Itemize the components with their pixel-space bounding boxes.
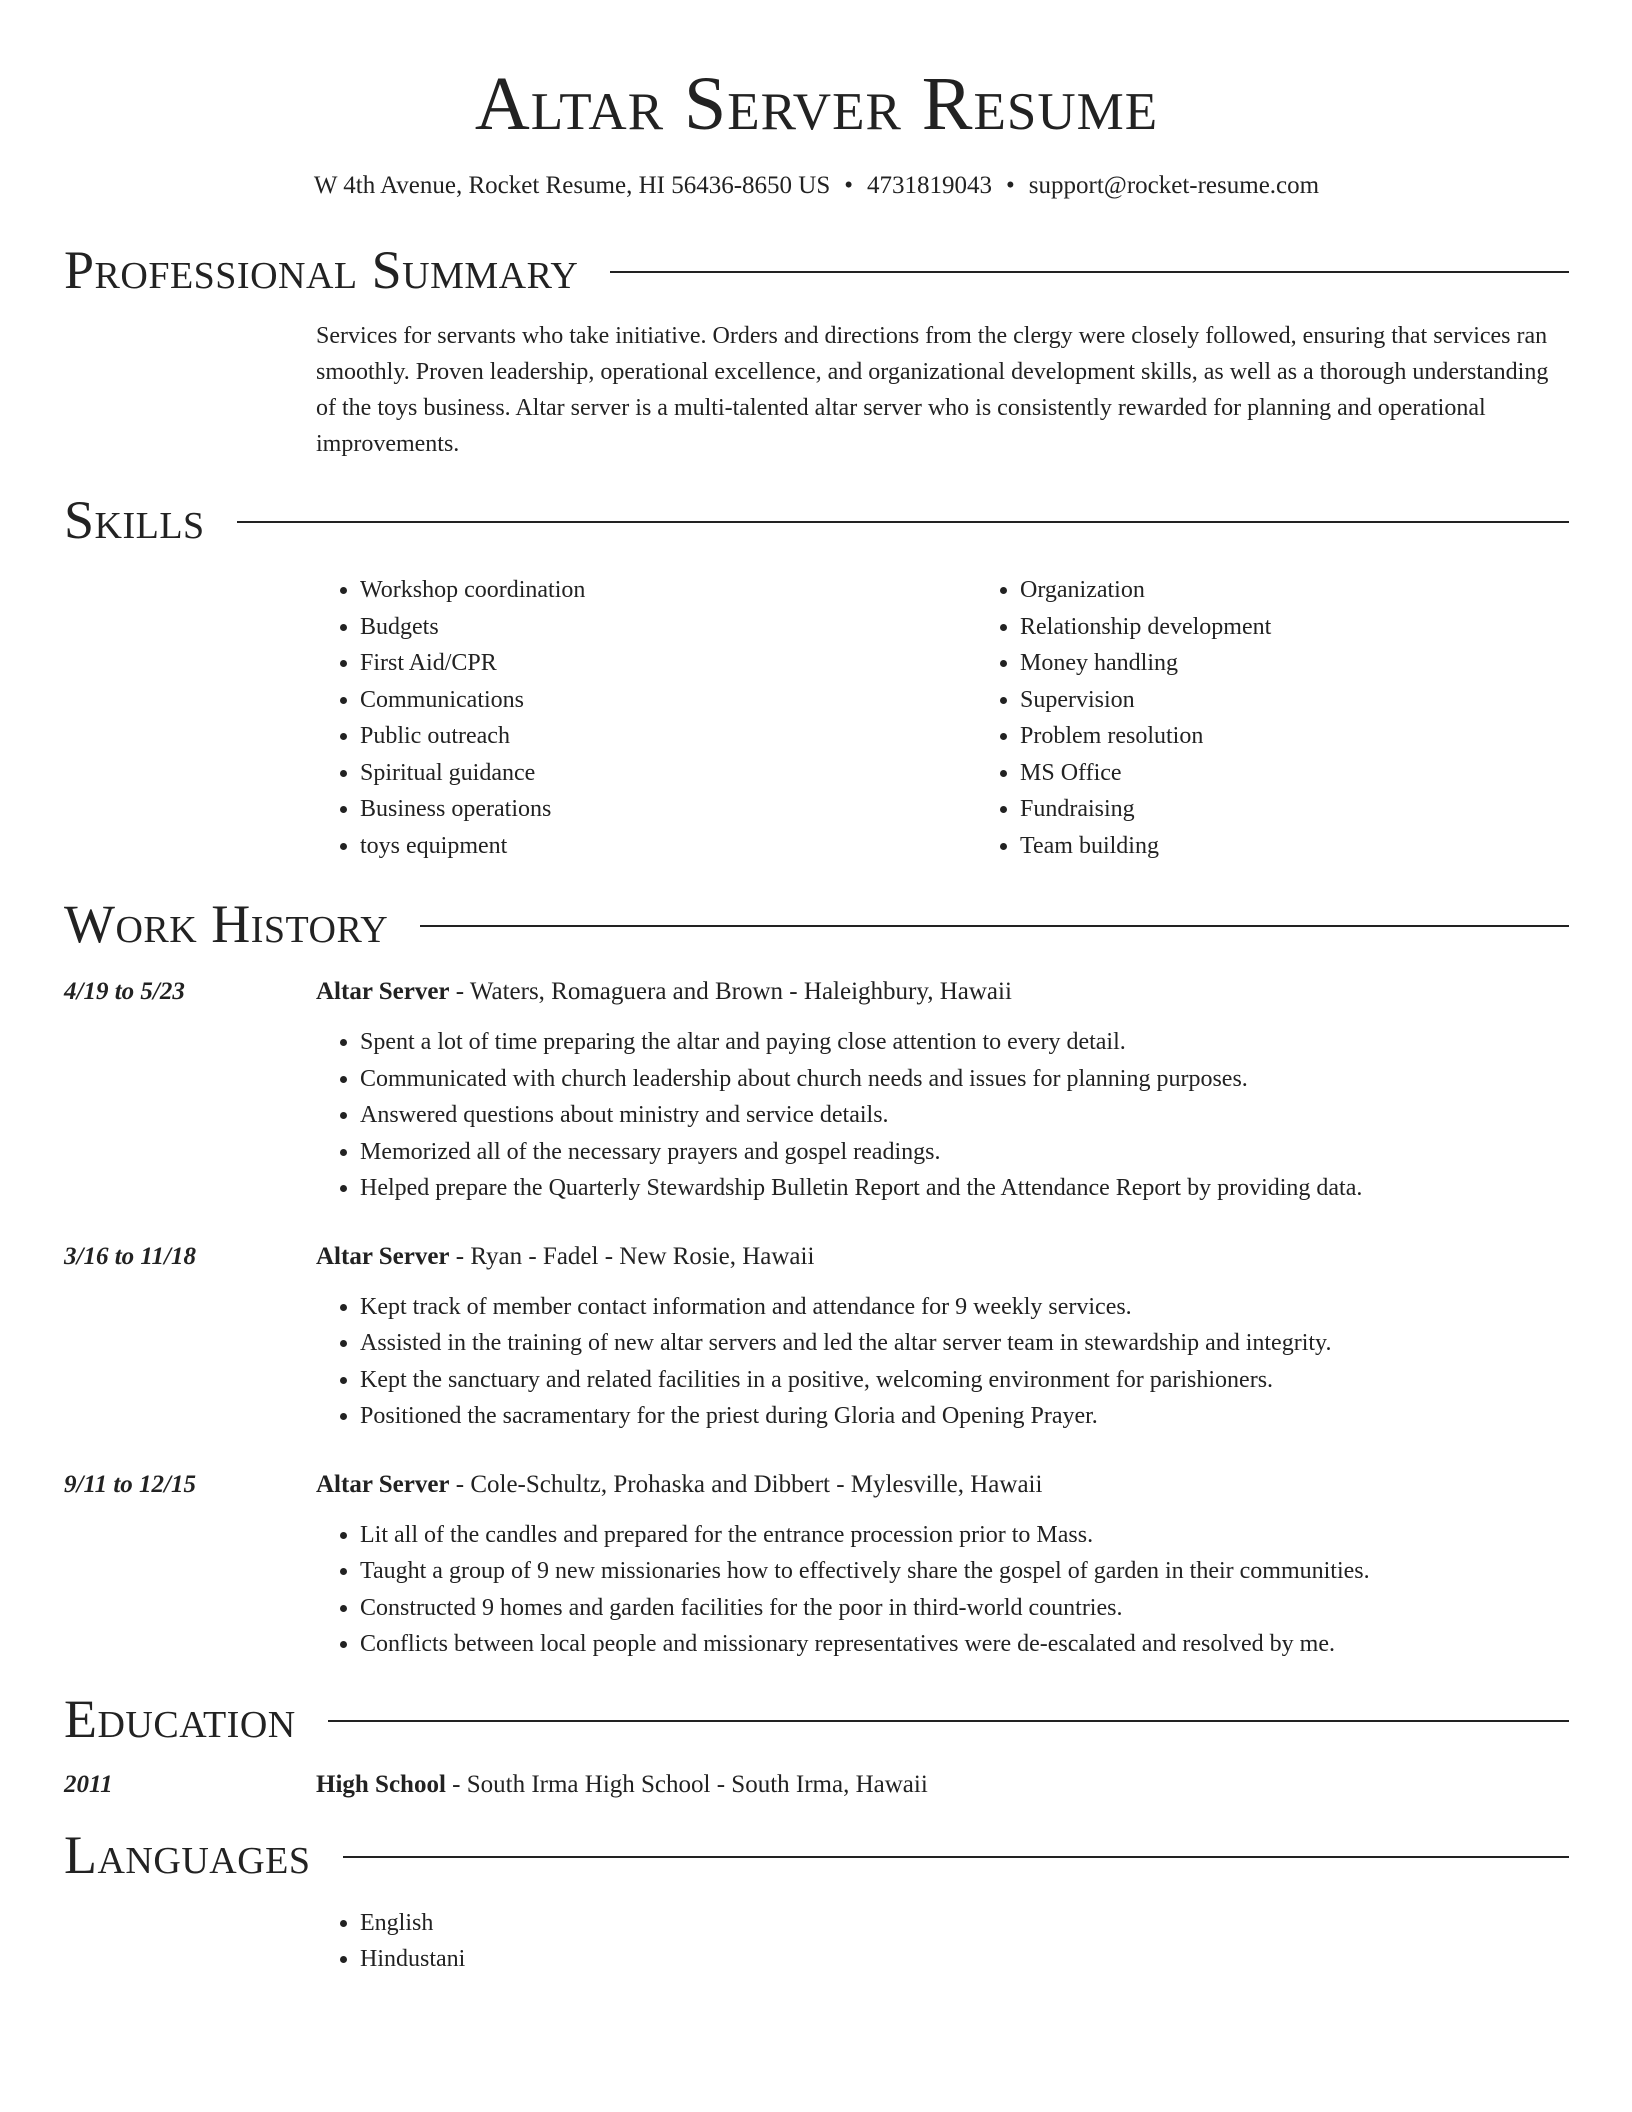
job-employer: - Cole-Schultz, Prohaska and Dibbert - Mylesville, Hawaii	[449, 1470, 1043, 1498]
section-divider	[610, 271, 1569, 273]
section-title-work: Work History	[64, 894, 389, 954]
job-bullet: • Conflicts between local people and missionary representatives were de-escalated and resolved by me.	[360, 1626, 1569, 1663]
job-title: Altar Server	[316, 978, 450, 1005]
job-bullets	[316, 1024, 1569, 1207]
email-link[interactable]: support@rocket-resume.com	[1028, 172, 1320, 199]
skill-item: • Organization	[1020, 572, 1632, 609]
languages-section	[64, 1905, 1569, 1978]
job-bullets	[316, 1289, 1569, 1435]
language-item: • English	[360, 1905, 1569, 1942]
section-title-languages: Languages	[64, 1824, 311, 1885]
job-title: Altar Server	[316, 1470, 450, 1498]
job-title-line	[316, 1467, 1569, 1503]
page-title: Altar Server Resume	[474, 62, 1159, 146]
languages-left-spacer	[64, 1905, 316, 1978]
skills-list-right	[976, 572, 1632, 864]
job-entry	[64, 1467, 1569, 1663]
job-bullet: • Assisted in the training of new altar servers and led the altar server team in stewardship and integrity.	[360, 1325, 1569, 1362]
summary-section	[64, 318, 1569, 462]
job-bullet: • Kept the sanctuary and related facilities in a positive, welcoming environment for parishioners.	[360, 1362, 1569, 1399]
job-employer: - Ryan - Fadel - New Rosie, Hawaii	[449, 1242, 815, 1270]
skill-item: • Public outreach	[360, 718, 976, 755]
job-bullet: • Spent a lot of time preparing the altar and paying close attention to every detail.	[360, 1024, 1569, 1061]
job-bullet: • Taught a group of 9 new missionaries how to effectively share the gospel of garden in their communities.	[360, 1553, 1569, 1590]
section-divider	[237, 521, 1569, 523]
skill-item: • Fundraising	[1020, 791, 1632, 828]
education-school: - South Irma High School - South Irma, Hawaii	[445, 1770, 928, 1798]
job-bullet: • Lit all of the candles and prepared for the entrance procession prior to Mass.	[360, 1517, 1569, 1554]
skill-item: • First Aid/CPR	[360, 645, 976, 682]
job-bullet: • Memorized all of the necessary prayers and gospel readings.	[360, 1134, 1569, 1171]
skill-item: • Budgets	[360, 609, 976, 646]
skills-grid	[316, 572, 1632, 864]
job-bullet: • Positioned the sacramentary for the priest during Gloria and Opening Prayer.	[360, 1398, 1569, 1435]
section-divider	[328, 1720, 1569, 1722]
separator-dot: •	[1006, 172, 1015, 199]
job-bullet: • Answered questions about ministry and service details.	[360, 1097, 1569, 1134]
skill-item: • Team building	[1020, 828, 1632, 865]
job-entry	[64, 1239, 1569, 1435]
education-section-header	[64, 1689, 1569, 1749]
phone: 4731819043	[867, 172, 993, 199]
skill-item: • Money handling	[1020, 645, 1632, 682]
job-title-line	[316, 1239, 1569, 1275]
skill-item: • Communications	[360, 682, 976, 719]
skill-item: • Business operations	[360, 791, 976, 828]
address: W 4th Avenue, Rocket Resume, HI 56436-8650 US	[313, 172, 831, 199]
summary-text: Services for servants who take initiative. Orders and directions from the clergy were closely followed, ensuring that services ran smoothly. Proven leadership, operational excellence, and organizational development skills, as well as a thorough understanding of the toys business. Altar server is a multi-talented altar server who is consistently rewarded for planning and operational improvements.	[316, 323, 1549, 457]
education-entry	[64, 1767, 1569, 1803]
language-item: • Hindustani	[360, 1941, 1569, 1978]
skill-item: • MS Office	[1020, 755, 1632, 792]
job-dates: 9/11 to 12/15	[64, 1470, 196, 1498]
job-bullet: • Constructed 9 homes and garden facilities for the poor in third-world countries.	[360, 1590, 1569, 1627]
separator-dot: •	[844, 172, 854, 199]
skill-item: • Problem resolution	[1020, 718, 1632, 755]
education-year: 2011	[64, 1770, 113, 1798]
summary-section-header	[64, 240, 1569, 300]
job-bullet: • Communicated with church leadership about church needs and issues for planning purposes.	[360, 1061, 1569, 1098]
languages-section-header	[64, 1825, 1569, 1885]
work-section-header	[64, 894, 1569, 954]
skill-item: • Relationship development	[1020, 609, 1632, 646]
contact-line	[64, 170, 1569, 202]
skill-item: • toys equipment	[360, 828, 976, 865]
education-degree: High School	[316, 1770, 446, 1798]
section-title-summary: Professional Summary	[64, 240, 579, 300]
section-title-education: Education	[64, 1688, 296, 1749]
skills-section-header	[64, 490, 1569, 550]
job-title-line	[316, 974, 1569, 1010]
job-dates: 3/16 to 11/18	[64, 1242, 196, 1270]
languages-list	[316, 1905, 1569, 1978]
job-bullet: • Kept track of member contact information and attendance for 9 weekly services.	[360, 1289, 1569, 1326]
education-line	[316, 1767, 1569, 1803]
section-title-skills: Skills	[64, 490, 205, 550]
job-dates: 4/19 to 5/23	[64, 978, 185, 1005]
section-divider	[343, 1856, 1570, 1858]
job-employer: - Waters, Romaguera and Brown - Haleighbury, Hawaii	[449, 978, 1012, 1005]
job-entry	[64, 974, 1569, 1207]
section-divider	[420, 925, 1569, 927]
skill-item: • Spiritual guidance	[360, 755, 976, 792]
skills-section	[64, 550, 1569, 864]
job-title: Altar Server	[316, 1242, 450, 1270]
summary-left-spacer	[64, 318, 316, 462]
skills-left-spacer	[64, 550, 316, 864]
skills-list-left	[316, 572, 976, 864]
job-bullet: • Helped prepare the Quarterly Stewardship Bulletin Report and the Attendance Report by providing data.	[360, 1170, 1569, 1207]
skill-item: • Workshop coordination	[360, 572, 976, 609]
skill-item: • Supervision	[1020, 682, 1632, 719]
job-bullets	[316, 1517, 1569, 1663]
